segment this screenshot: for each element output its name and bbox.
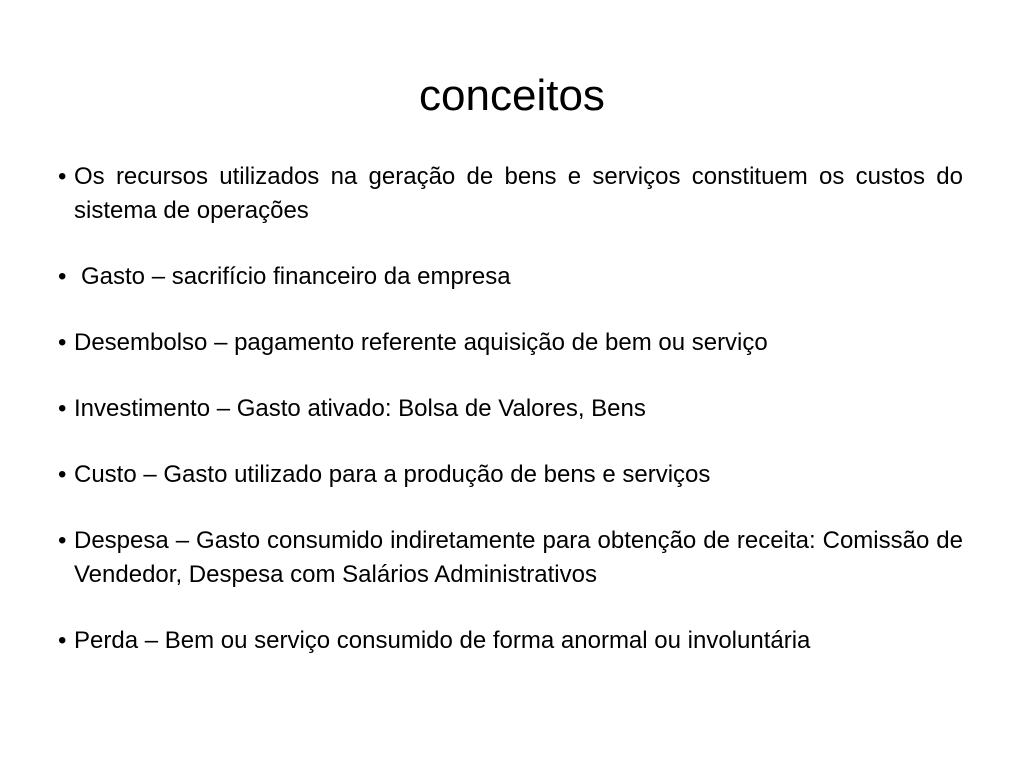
bullet-icon: • [58, 395, 67, 422]
bullet-icon: • [58, 461, 67, 488]
bullet-item-investimento [58, 392, 963, 426]
bullet-text: Perda – Bem ou serviço consumido de forma anormal ou involuntária [74, 627, 811, 654]
bullet-icon: • [58, 163, 67, 190]
bullet-item-custo [58, 458, 963, 492]
bullet-icon: • [58, 263, 67, 290]
bullet-icon: • [58, 627, 67, 654]
bullet-text: Despesa – Gasto consumido indiretamente para obtenção de receita: Comissão de Vendedor, Despesa com Salários Administrativos [74, 527, 963, 588]
bullet-text: Desembolso – pagamento referente aquisição de bem ou serviço [74, 329, 768, 356]
bullet-icon: • [58, 329, 67, 356]
bullet-item-perda [58, 624, 963, 658]
bullet-item-despesa [58, 524, 963, 592]
bullet-icon: • [58, 527, 67, 554]
bullet-list [58, 160, 963, 690]
bullet-item-recursos [58, 160, 963, 228]
bullet-text: Custo – Gasto utilizado para a produção de bens e serviços [74, 461, 711, 488]
slide-title: conceitos [419, 71, 605, 120]
bullet-text: Investimento – Gasto ativado: Bolsa de Valores, Bens [74, 395, 646, 422]
bullet-text: Os recursos utilizados na geração de bens e serviços constituem os custos do sistema de operações [74, 163, 963, 224]
bullet-item-desembolso [58, 326, 963, 360]
bullet-text: Gasto – sacrifício financeiro da empresa [81, 263, 511, 290]
bullet-item-gasto [58, 260, 963, 294]
